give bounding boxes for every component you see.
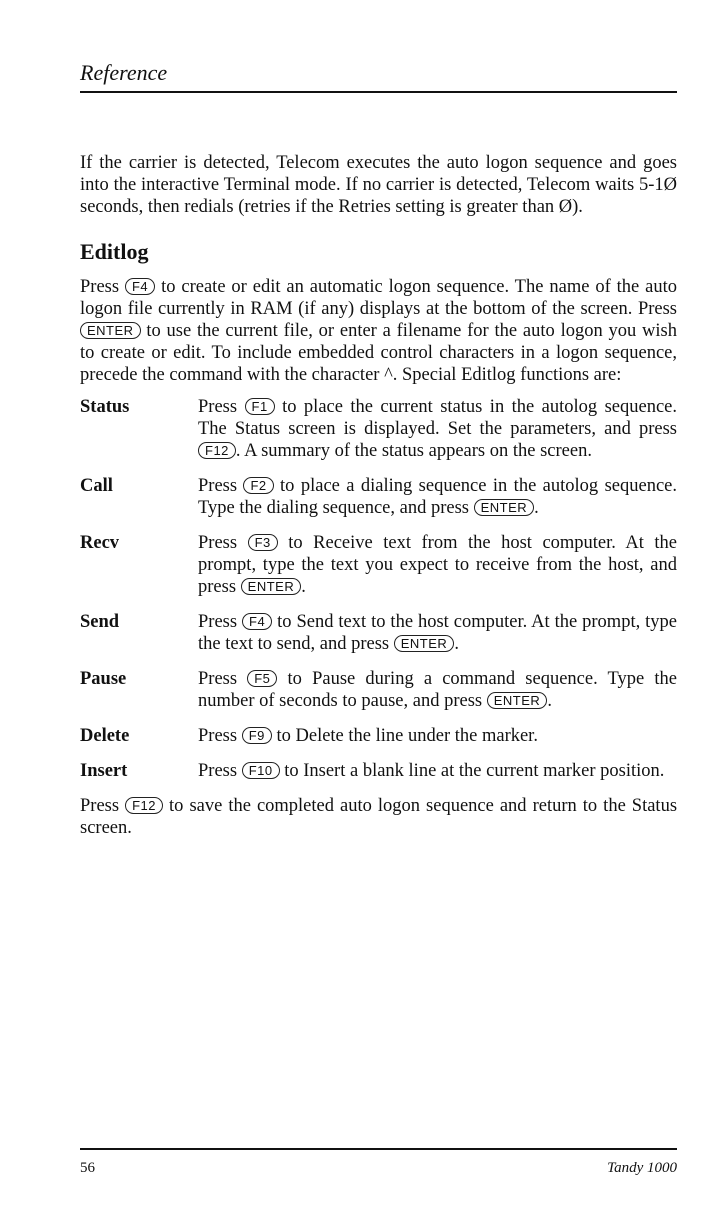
enter-key-icon: ENTER: [80, 322, 141, 339]
function-row-pause: [80, 668, 677, 712]
function-description: [198, 532, 677, 598]
desc-text: . A summary of the status appears on the screen.: [235, 441, 592, 461]
function-name: Call: [80, 476, 113, 496]
desc-text: to Send text to the host computer. At the prompt, type the text to send, and press: [198, 612, 678, 654]
function-row-recv: [80, 532, 677, 598]
desc-text: to place the current status in the autolog sequence. The Status screen is displayed. Set the parameters, and press: [198, 397, 677, 439]
header-rule: [80, 91, 677, 93]
function-name: Send: [80, 612, 120, 632]
desc-text: Press: [198, 533, 238, 553]
desc-text: Press: [198, 761, 238, 781]
editlog-paragraph: [80, 276, 677, 386]
f12-key-icon: F12: [125, 797, 163, 814]
footer-rule: [80, 1148, 677, 1150]
closing-paragraph: [80, 795, 677, 839]
enter-key-icon: ENTER: [241, 578, 302, 595]
f4-key-icon: F4: [125, 278, 155, 295]
desc-text: .: [301, 577, 306, 597]
function-description: [198, 475, 677, 519]
page-number: 56: [80, 1160, 95, 1176]
function-name: Recv: [80, 533, 120, 553]
function-name: Pause: [80, 669, 127, 689]
desc-text: Press: [198, 612, 238, 632]
function-name: Status: [80, 397, 130, 417]
desc-text: .: [547, 691, 552, 711]
product-name: Tandy 1000: [607, 1160, 677, 1176]
enter-key-icon: ENTER: [487, 692, 548, 709]
desc-text: to place a dialing sequence in the autolog sequence. Type the dialing sequence, and press: [198, 476, 677, 518]
f2-key-icon: F2: [243, 477, 273, 494]
closing-text: to save the completed auto logon sequence and return to the Status screen.: [80, 796, 678, 838]
function-description: [198, 611, 677, 655]
desc-text: Press: [198, 669, 238, 689]
function-row-send: [80, 611, 677, 655]
para-text: to use the current file, or enter a filename for the auto logon you wish to create or edit. To include embedded control characters in a logon sequence, precede the command with the character ^. Special Editlog functions are:: [80, 321, 677, 385]
f10-key-icon: F10: [242, 762, 280, 779]
desc-text: to Receive text from the host computer. At the prompt, type the text you expect to receive from the host, and press: [198, 533, 678, 597]
function-row-call: [80, 475, 677, 519]
enter-key-icon: ENTER: [474, 499, 535, 516]
para-text: to create or edit an automatic logon sequence. The name of the auto logon file currently in RAM (if any) displays at the bottom of the screen. Press: [80, 277, 678, 319]
page-footer: [80, 1148, 677, 1178]
function-name: Insert: [80, 761, 128, 781]
f3-key-icon: F3: [248, 534, 278, 551]
footer-row: [80, 1158, 677, 1178]
function-list: [80, 396, 677, 782]
editlog-heading: Editlog: [80, 239, 149, 264]
desc-text: to Pause during a command sequence. Type the number of seconds to pause, and press: [198, 669, 678, 711]
function-description: [198, 725, 677, 747]
intro-paragraph: If the carrier is detected, Telecom executes the auto logon sequence and goes into the interactive Terminal mode. If no carrier is detected, Telecom waits 5-1Ø seconds, then redials (retries if the Retries setting is greater than Ø).: [80, 153, 677, 217]
function-row-status: [80, 396, 677, 462]
enter-key-icon: ENTER: [394, 635, 455, 652]
desc-text: to Insert a blank line at the current marker position.: [284, 761, 665, 781]
function-row-delete: [80, 725, 677, 747]
desc-text: .: [454, 634, 459, 654]
page-header: [80, 58, 677, 93]
function-description: [198, 668, 677, 712]
para-text: Press: [80, 277, 120, 297]
desc-text: Press: [198, 476, 238, 496]
function-description: [198, 396, 677, 462]
f1-key-icon: F1: [245, 398, 275, 415]
function-name: Delete: [80, 726, 130, 746]
f4-key-icon: F4: [242, 613, 272, 630]
function-description: [198, 760, 677, 782]
desc-text: .: [534, 498, 539, 518]
f12-key-icon: F12: [198, 442, 236, 459]
page-content: [80, 152, 677, 839]
closing-text: Press: [80, 796, 120, 816]
desc-text: to Delete the line under the marker.: [276, 726, 538, 746]
f5-key-icon: F5: [247, 670, 277, 687]
desc-text: Press: [198, 397, 238, 417]
function-row-insert: [80, 760, 677, 782]
f9-key-icon: F9: [242, 727, 272, 744]
desc-text: Press: [198, 726, 238, 746]
section-title: Reference: [80, 60, 168, 85]
